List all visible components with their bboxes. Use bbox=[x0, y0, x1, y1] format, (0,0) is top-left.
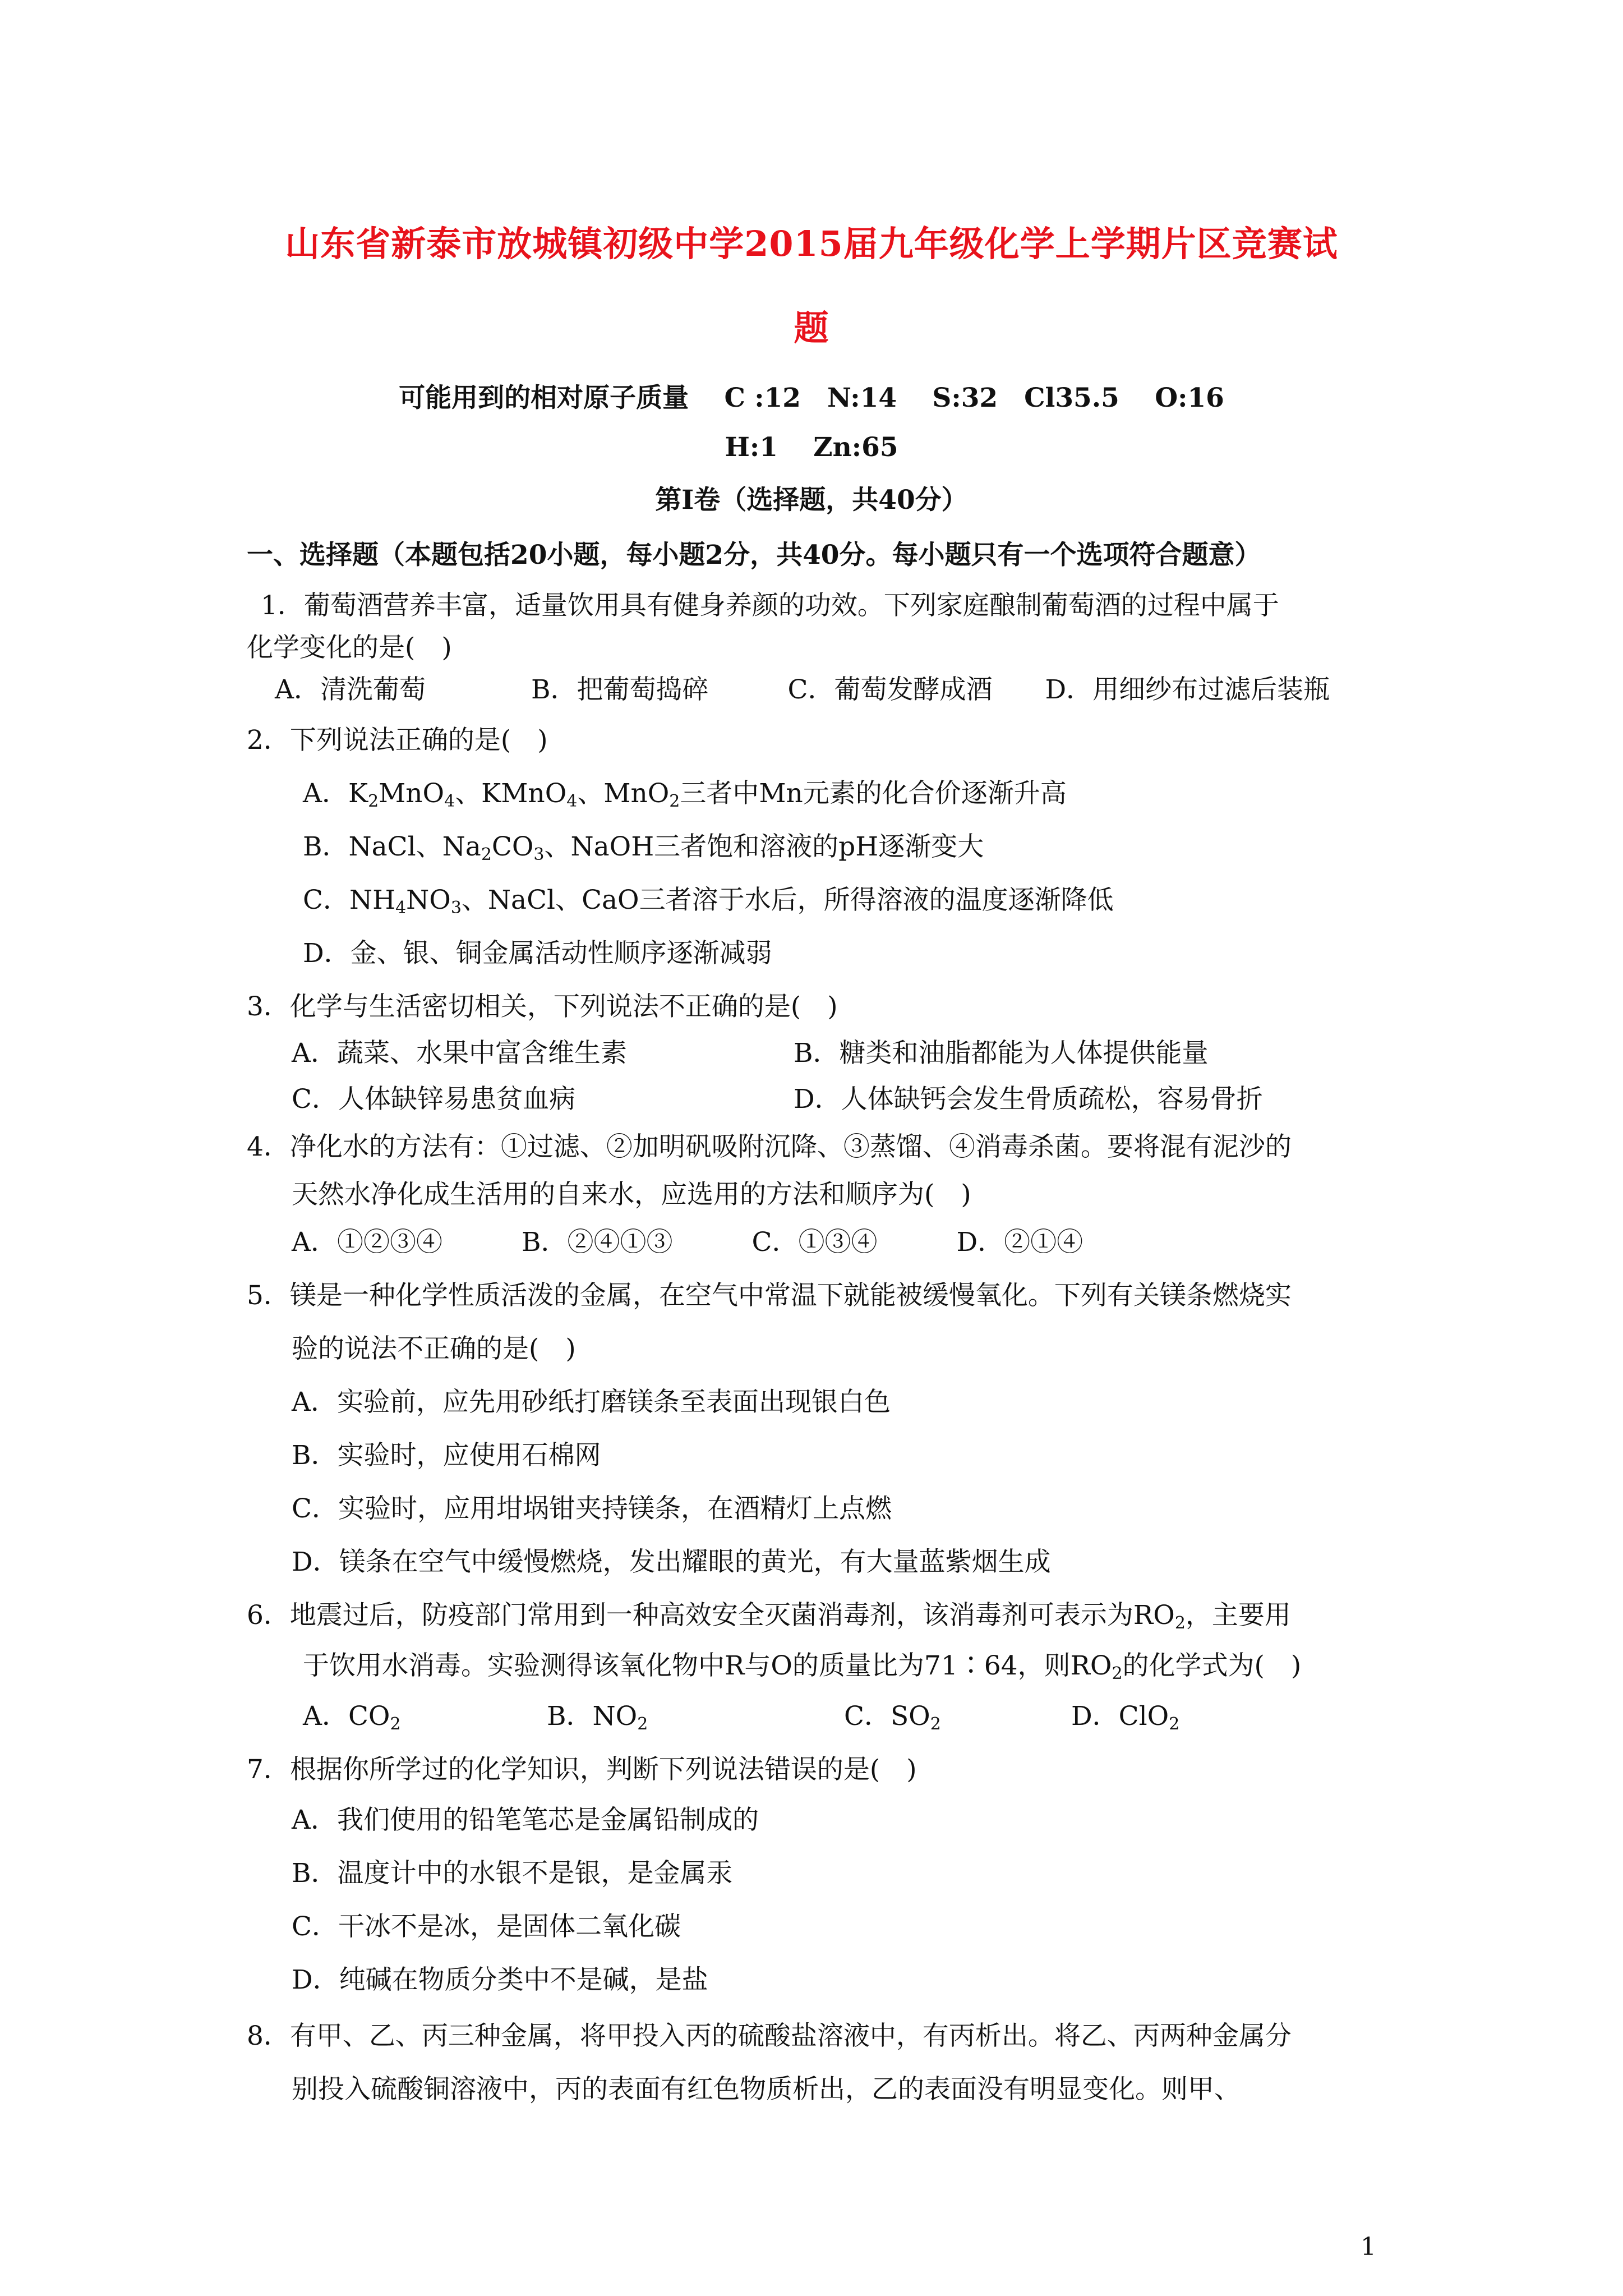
q2-option-a: A．$K_2MnO_4$、KMnO$_4$、MnO$_2$三者中Mn元素的化合价逐渐升高 bbox=[303, 778, 1067, 811]
q7-stem: 7．根据你所学过的化学知识，判断下列说法错误的是( ) bbox=[247, 1754, 917, 1785]
q2-stem: 2．下列说法正确的是( ) bbox=[247, 725, 548, 756]
q1-options: A．清洗葡萄 B．把葡萄捣碎 C．葡萄发酵成酒 D．用细纱布过滤后装瓶 bbox=[275, 674, 1330, 705]
q5-option-b: B．实验时，应使用石棉网 bbox=[292, 1440, 601, 1471]
q5-stem-line1: 5．镁是一种化学性质活泼的金属，在空气中常温下就能被缓慢氧化。下列有关镁条燃烧实 bbox=[247, 1280, 1292, 1311]
section-title: 一、选择题（本题包括20小题，每小题2分，共40分。每小题只有一个选项符合题意） bbox=[247, 540, 1261, 570]
document-title-line1: 山东省新泰市放城镇初级中学2015届九年级化学上学期片区竞赛试 bbox=[285, 223, 1338, 264]
q5-option-a: A．实验前，应先用砂纸打磨镁条至表面出现银白色 bbox=[292, 1387, 891, 1418]
q6-option-d: D．ClO$_2$ bbox=[1071, 1701, 1180, 1734]
q6-stem-line1: 6．地震过后，防疫部门常用到一种高效安全灭菌消毒剂，该消毒剂可表示为$RO_2$，主要用 bbox=[247, 1600, 1291, 1633]
q1-stem-line1: 1．葡萄酒营养丰富，适量饮用具有健身养颜的功效。下列家庭酿制葡萄酒的过程中属于 bbox=[261, 590, 1279, 621]
q3-option-c: C．人体缺锌易患贫血病 bbox=[292, 1084, 575, 1115]
q6-option-b: B．$NO_2$ bbox=[547, 1701, 648, 1734]
q2-option-b: B．NaCl、$Na_2CO_3$、NaOH三者饱和溶液的pH逐渐变大 bbox=[303, 831, 984, 864]
atomic-masses-line1: 可能用到的相对原子质量 C :12 N:14 S:32 Cl35.5 O:16 bbox=[399, 383, 1224, 413]
q5-stem-line2: 验的说法不正确的是( ) bbox=[292, 1333, 576, 1364]
q6-option-a: A．$CO_2$ bbox=[303, 1701, 401, 1734]
q1-stem-line2: 化学变化的是( ) bbox=[247, 632, 452, 663]
q4-stem-line1: 4．净化水的方法有：①过滤、②加明矾吸附沉降、③蒸馏、④消毒杀菌。要将混有泥沙的 bbox=[247, 1131, 1292, 1162]
q3-option-a: A．蔬菜、水果中富含维生素 bbox=[292, 1038, 627, 1069]
q2-option-c: C．$NH_4NO_3$、NaCl、CaO三者溶于水后，所得溶液的温度逐渐降低 bbox=[303, 885, 1114, 918]
q5-option-d: D．镁条在空气中缓慢燃烧，发出耀眼的黄光，有大量蓝紫烟生成 bbox=[292, 1547, 1051, 1577]
q6-stem-line2: 于饮用水消毒。实验测得该氧化物中R与O的质量比为71∶64，则$RO_2$的化学式为( ) bbox=[303, 1650, 1302, 1683]
q5-option-c: C．实验时，应用坩埚钳夹持镁条，在酒精灯上点燃 bbox=[292, 1493, 892, 1524]
q4-options: A．①②③④ B．②④①③ C．①③④ D．②①④ bbox=[292, 1227, 1083, 1258]
q3-stem: 3．化学与生活密切相关，下列说法不正确的是( ) bbox=[247, 991, 838, 1022]
document-title-line2: 题 bbox=[794, 307, 829, 348]
part-title: 第Ⅰ卷（选择题，共40分） bbox=[655, 485, 968, 516]
page-number: 1 bbox=[1361, 2233, 1376, 2261]
q7-option-d: D．纯碱在物质分类中不是碱，是盐 bbox=[292, 1964, 708, 1995]
atomic-masses-line2: H:1 Zn:65 bbox=[725, 432, 898, 463]
q3-option-d: D．人体缺钙会发生骨质疏松，容易骨折 bbox=[794, 1084, 1263, 1115]
q2-option-d: D．金、银、铜金属活动性顺序逐渐减弱 bbox=[303, 938, 772, 969]
q8-stem-line1: 8．有甲、乙、丙三种金属，将甲投入丙的硫酸盐溶液中，有丙析出。将乙、丙两种金属分 bbox=[247, 2021, 1292, 2051]
q7-option-b: B．温度计中的水银不是银，是金属汞 bbox=[292, 1858, 733, 1889]
q8-stem-line2: 别投入硫酸铜溶液中，丙的表面有红色物质析出，乙的表面没有明显变化。则甲、 bbox=[292, 2074, 1241, 2105]
q4-stem-line2: 天然水净化成生活用的自来水，应选用的方法和顺序为( ) bbox=[292, 1179, 971, 1210]
q7-option-c: C．干冰不是冰，是固体二氧化碳 bbox=[292, 1911, 681, 1942]
q3-option-b: B．糖类和油脂都能为人体提供能量 bbox=[794, 1038, 1209, 1069]
q6-option-c: C．$SO_2$ bbox=[844, 1701, 941, 1734]
q7-option-a: A．我们使用的铅笔笔芯是金属铅制成的 bbox=[292, 1805, 759, 1835]
